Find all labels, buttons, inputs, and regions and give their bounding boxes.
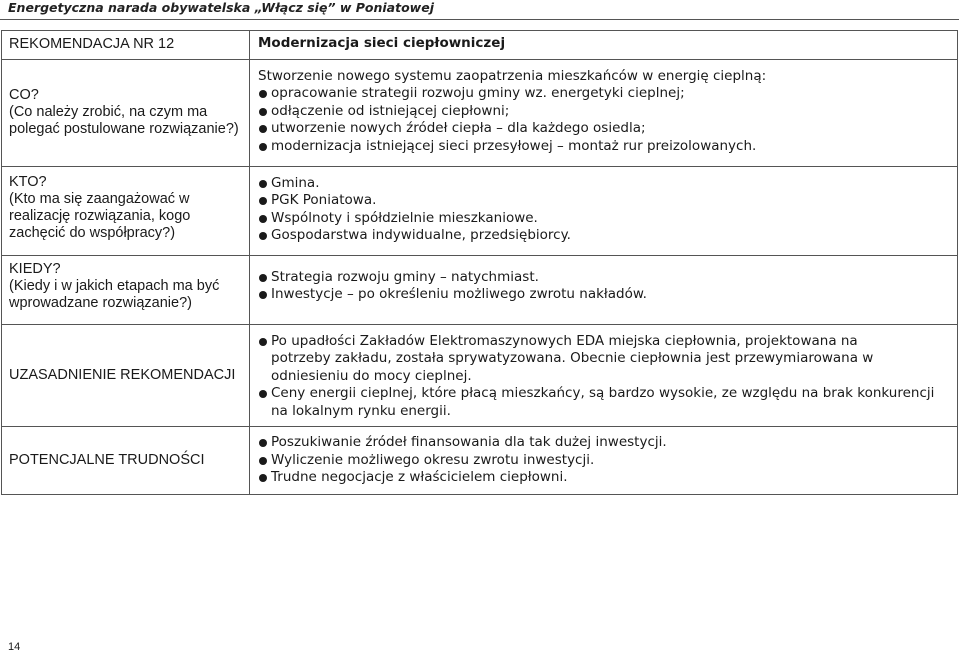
left-cell — [2, 255, 250, 324]
left-cell — [2, 31, 250, 60]
list-item — [258, 120, 951, 138]
bullet-icon — [259, 143, 267, 151]
bullet-icon — [259, 180, 267, 188]
list-item — [258, 385, 951, 420]
intro-text: Stworzenie nowego systemu zaopatrzenia mieszkańców w energię cieplną: — [258, 67, 767, 84]
list-item-text: Ceny energii cieplnej, które płacą mieszkańcy, są bardzo wysokie, ze względu na brak konkurencji na lokalnym rynku energii. — [271, 385, 935, 419]
left-cell — [2, 59, 250, 166]
question-hint: wprowadzane rozwiązanie?) — [9, 294, 192, 311]
list-item — [258, 103, 951, 121]
table-row — [2, 427, 958, 495]
right-cell — [250, 255, 958, 324]
question-label: KTO? — [9, 173, 47, 190]
list-item-text: Gmina. — [271, 174, 320, 191]
bullet-icon — [259, 439, 267, 447]
table-row — [2, 255, 958, 324]
left-cell — [2, 427, 250, 495]
list-item — [258, 175, 951, 193]
list-item-text: Po upadłości Zakładów Elektromaszynowych EDA miejska ciepłownia, projektowana na potrzeby zakładu, została sprywatyzowana. Obecnie ciepłownia jest przewymiarowana w odniesieniu do mocy cieplnej. — [271, 332, 874, 384]
table-row — [2, 166, 958, 255]
question-hint: (Kiedy i w jakich etapach ma być — [9, 277, 220, 294]
bullet-icon — [259, 108, 267, 116]
document-header: Energetyczna narada obywatelska „Włącz się” w Poniatowej — [8, 0, 434, 15]
list-item — [258, 192, 951, 210]
bullet-icon — [259, 232, 267, 240]
list-item — [258, 227, 951, 245]
bullet-icon — [259, 291, 267, 299]
question-hint: realizację rozwiązania, kogo — [9, 207, 191, 224]
table-row — [2, 324, 958, 427]
list-item-text: Gospodarstwa indywidualne, przedsiębiorcy. — [271, 227, 571, 243]
recommendation-table — [1, 30, 958, 495]
table-row — [2, 31, 958, 60]
list-item-text: opracowanie strategii rozwoju gminy wz. energetyki cieplnej; — [271, 85, 685, 101]
right-cell — [250, 59, 958, 166]
list-item-text: Trudne negocjacje z właścicielem ciepłowni. — [271, 469, 568, 485]
bullet-icon — [259, 197, 267, 205]
recommendation-number: REKOMENDACJA NR 12 — [9, 36, 175, 52]
bullet-icon — [259, 390, 267, 398]
list-item — [258, 469, 951, 487]
right-cell — [250, 31, 958, 60]
list-item-text: Poszukiwanie źródeł finansowania dla tak dużej inwestycji. — [271, 434, 667, 450]
page-number: 14 — [8, 641, 21, 653]
table-row — [2, 59, 958, 166]
recommendation-title: Modernizacja sieci ciepłowniczej — [258, 35, 506, 51]
list-item-text: Strategia rozwoju gminy – natychmiast. — [271, 268, 539, 285]
question-hint: zachęcić do współpracy?) — [9, 224, 176, 241]
section-label: UZASADNIENIE REKOMENDACJI — [9, 366, 236, 383]
list-item-text: Inwestycje – po określeniu możliwego zwrotu nakładów. — [271, 286, 647, 302]
question-label: KIEDY? — [9, 260, 61, 277]
question-label: CO? — [9, 86, 39, 103]
list-item-text: modernizacja istniejącej sieci przesyłowej – montaż rur preizolowanych. — [271, 137, 757, 154]
bullet-icon — [259, 274, 267, 282]
list-item — [258, 138, 951, 156]
list-item — [258, 85, 951, 103]
left-cell — [2, 324, 250, 427]
question-hint: (Kto ma się zaangażować w — [9, 190, 190, 207]
bullet-icon — [259, 457, 267, 465]
list-item — [258, 452, 951, 470]
list-item — [258, 269, 951, 287]
bullet-icon — [259, 474, 267, 482]
list-item-text: PGK Poniatowa. — [271, 192, 377, 208]
list-item-text: odłączenie od istniejącej ciepłowni; — [271, 102, 510, 119]
right-cell — [250, 324, 958, 427]
list-item — [258, 210, 951, 228]
list-item-text: Wspólnoty i spółdzielnie mieszkaniowe. — [271, 209, 538, 226]
bullet-icon — [259, 125, 267, 133]
list-item — [258, 333, 951, 386]
left-cell — [2, 166, 250, 255]
question-hint: (Co należy zrobić, na czym ma — [9, 103, 208, 120]
list-item-text: Wyliczenie możliwego okresu zwrotu inwestycji. — [271, 451, 595, 468]
question-hint: polegać postulowane rozwiązanie?) — [9, 120, 239, 137]
list-item — [258, 434, 951, 452]
header-rule — [0, 19, 959, 20]
bullet-icon — [259, 90, 267, 98]
section-label: POTENCJALNE TRUDNOŚCI — [9, 452, 205, 468]
right-cell — [250, 166, 958, 255]
right-cell — [250, 427, 958, 495]
list-item-text: utworzenie nowych źródeł ciepła – dla każdego osiedla; — [271, 120, 646, 136]
list-item — [258, 286, 951, 304]
bullet-icon — [259, 338, 267, 346]
bullet-icon — [259, 215, 267, 223]
